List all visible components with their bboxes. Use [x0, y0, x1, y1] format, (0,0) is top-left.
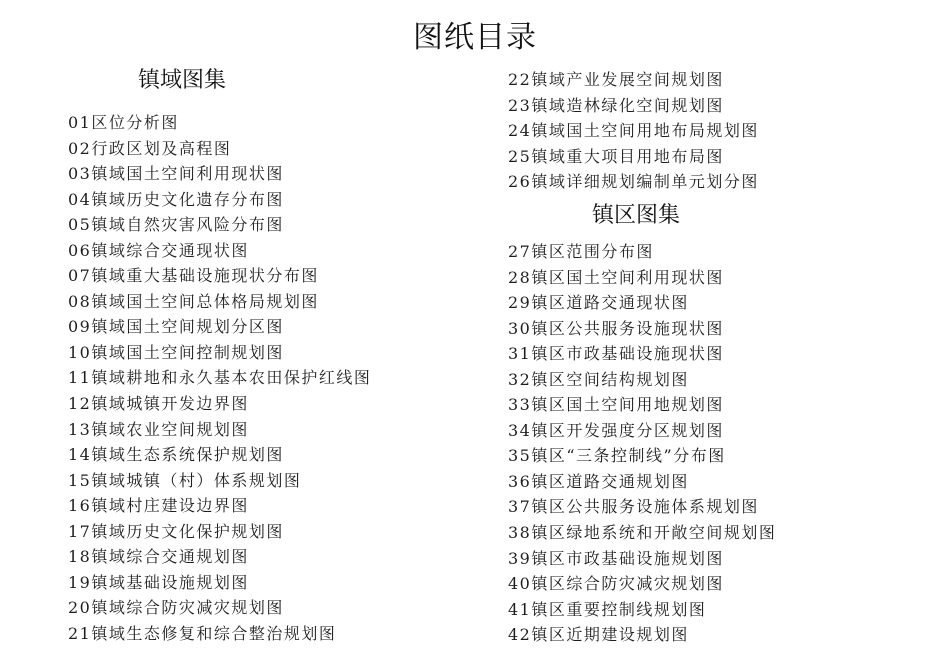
drawing-list-town-district — [508, 239, 776, 648]
list-item: 28镇区国土空间利用现状图 — [508, 267, 724, 287]
list-item: 11镇域耕地和永久基本农田保护红线图 — [68, 368, 372, 388]
list-item: 26镇域详细规划编制单元划分图 — [508, 172, 759, 192]
list-item: 40镇区综合防灾减灾规划图 — [508, 574, 724, 594]
list-item: 01区位分析图 — [68, 113, 179, 132]
list-item: 24镇域国土空间用地布局规划图 — [508, 121, 759, 141]
list-item: 06镇域综合交通现状图 — [68, 240, 249, 260]
drawing-list-town-area — [68, 110, 371, 646]
list-item: 13镇域农业空间规划图 — [68, 419, 249, 439]
list-item: 23镇域造林绿化空间规划图 — [508, 95, 724, 115]
list-item: 34镇区开发强度分区规划图 — [508, 420, 724, 440]
list-item: 38镇区绿地系统和开敞空间规划图 — [508, 523, 777, 543]
list-item: 16镇域村庄建设边界图 — [68, 496, 249, 516]
list-item: 02行政区划及高程图 — [68, 138, 232, 158]
list-item: 09镇域国土空间规划分区图 — [68, 317, 284, 337]
page-title: 图纸目录 — [413, 20, 537, 55]
list-item: 31镇区市政基础设施现状图 — [508, 344, 724, 364]
list-item: 37镇区公共服务设施体系规划图 — [508, 497, 759, 517]
section-heading-town-district: 镇区图集 — [592, 203, 681, 228]
section-heading-town-area: 镇域图集 — [138, 68, 227, 93]
list-item: 17镇域历史文化保护规划图 — [68, 521, 284, 541]
drawing-list-town-area-continued — [508, 67, 759, 195]
list-item: 12镇域城镇开发边界图 — [68, 394, 249, 414]
list-item: 39镇区市政基础设施规划图 — [508, 548, 724, 568]
list-item: 22镇域产业发展空间规划图 — [508, 70, 724, 89]
list-item: 21镇域生态修复和综合整治规划图 — [68, 623, 337, 643]
list-item: 33镇区国土空间用地规划图 — [508, 395, 724, 415]
list-item: 41镇区重要控制线规划图 — [508, 599, 707, 619]
list-item: 08镇域国土空间总体格局规划图 — [68, 291, 319, 311]
list-item: 30镇区公共服务设施现状图 — [508, 318, 724, 338]
list-item: 14镇域生态系统保护规划图 — [68, 445, 284, 465]
list-item: 03镇域国土空间利用现状图 — [68, 164, 284, 184]
list-item: 27镇区范围分布图 — [508, 242, 654, 261]
list-item: 36镇区道路交通规划图 — [508, 471, 689, 491]
list-item: 42镇区近期建设规划图 — [508, 625, 689, 645]
list-item: 32镇区空间结构规划图 — [508, 369, 689, 389]
list-item: 10镇域国土空间控制规划图 — [68, 342, 284, 362]
list-item: 05镇域自然灾害风险分布图 — [68, 215, 284, 235]
list-item: 29镇区道路交通现状图 — [508, 293, 689, 313]
list-item: 25镇域重大项目用地布局图 — [508, 146, 724, 166]
list-item: 15镇域城镇（村）体系规划图 — [68, 470, 302, 490]
list-item: 19镇域基础设施规划图 — [68, 572, 249, 592]
list-item: 04镇域历史文化遗存分布图 — [68, 189, 284, 209]
list-item: 20镇域综合防灾减灾规划图 — [68, 598, 284, 618]
list-item: 18镇域综合交通规划图 — [68, 547, 249, 567]
list-item: 07镇域重大基础设施现状分布图 — [68, 266, 319, 286]
list-item: 35镇区“三条控制线”分布图 — [508, 446, 726, 466]
